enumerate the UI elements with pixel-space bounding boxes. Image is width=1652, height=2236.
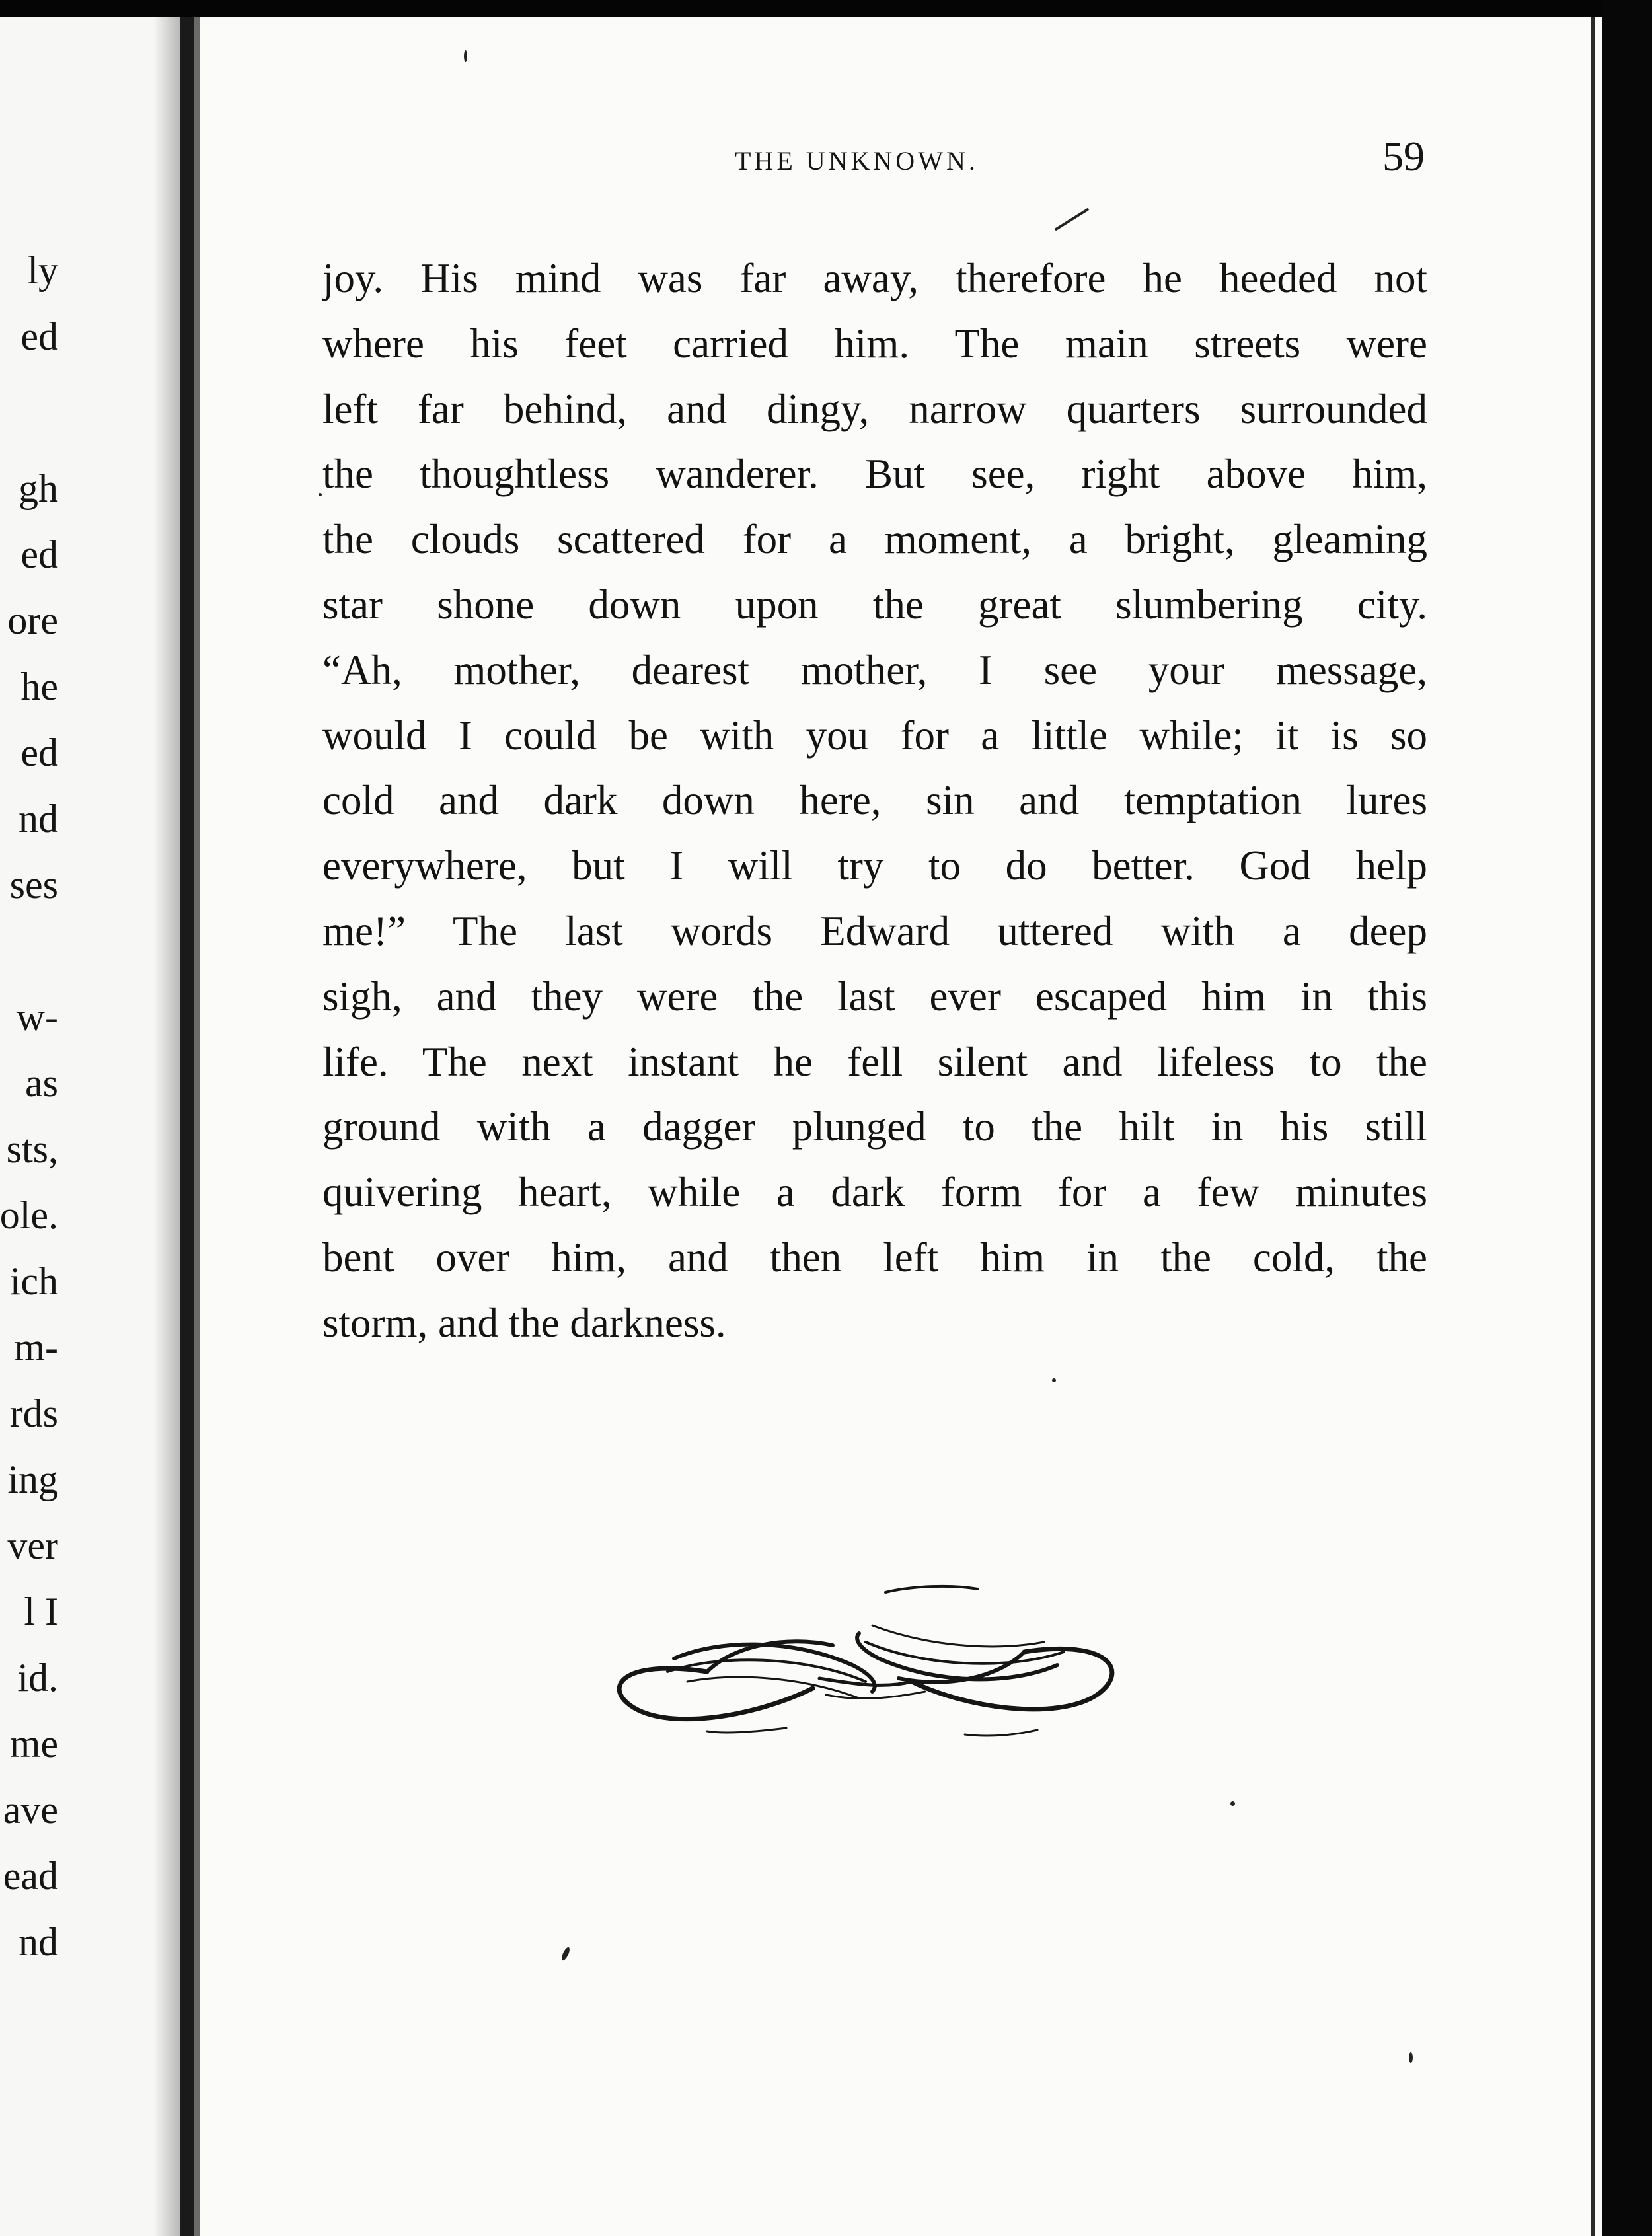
page-curl-shadow bbox=[153, 17, 180, 2236]
left-page-fragment: he bbox=[20, 665, 58, 708]
left-page-fragment: me bbox=[9, 1722, 58, 1766]
left-page-fragment: ed bbox=[20, 533, 58, 576]
text-line: cold and dark down here, sin and temptation lures bbox=[322, 777, 1427, 824]
left-page-fragment: ing bbox=[7, 1458, 58, 1501]
text-line: quivering heart, while a dark form for a few minutes bbox=[322, 1169, 1427, 1216]
running-head: THE UNKNOWN. bbox=[735, 146, 979, 176]
pencil-mark bbox=[1054, 207, 1089, 231]
text-line: life. The next instant he fell silent and lifeless to the bbox=[322, 1038, 1427, 1085]
left-page-fragment: ed bbox=[20, 731, 58, 774]
left-page-fragment: l I bbox=[24, 1590, 58, 1633]
left-page-fragment: as bbox=[25, 1061, 58, 1105]
scan-border-right bbox=[1602, 0, 1652, 2236]
text-line: storm, and the darkness. bbox=[322, 1299, 726, 1346]
left-page-fragment: m- bbox=[14, 1325, 58, 1369]
scan-speck bbox=[1409, 2052, 1413, 2063]
left-page-fragment: gh bbox=[19, 466, 58, 510]
left-page-fragment: rds bbox=[9, 1392, 58, 1435]
left-page-fragment: ave bbox=[3, 1788, 58, 1832]
text-line: star shone down upon the great slumbering city. bbox=[322, 581, 1427, 628]
scan-speck bbox=[464, 50, 467, 62]
flourish-ornament bbox=[595, 1573, 1137, 1744]
left-page-fragment: ed bbox=[20, 315, 58, 358]
left-page-fragment: ich bbox=[9, 1259, 58, 1303]
scan-border-top bbox=[0, 0, 1652, 17]
text-line: “Ah, mother, dearest mother, I see your message, bbox=[322, 646, 1427, 693]
left-page-fragment: ole. bbox=[0, 1193, 58, 1237]
text-line: the clouds scattered for a moment, a bright, gleaming bbox=[322, 516, 1427, 563]
left-page-fragment: ead bbox=[3, 1854, 58, 1898]
text-line: me!” The last words Edward uttered with a deep bbox=[322, 907, 1427, 954]
text-line: left far behind, and dingy, narrow quarters surrounded bbox=[322, 385, 1427, 432]
left-page-fragment: w- bbox=[16, 995, 58, 1039]
left-page-fragment: ver bbox=[7, 1524, 58, 1567]
scan-speck bbox=[560, 1946, 572, 1961]
left-page-fragment: ly bbox=[27, 248, 58, 292]
scan-speck bbox=[1052, 1378, 1056, 1382]
book-gutter bbox=[180, 17, 194, 2236]
text-line: the thoughtless wanderer. But see, right above him, bbox=[322, 451, 1427, 498]
body-text bbox=[322, 246, 1427, 1356]
left-page-fragment: id. bbox=[17, 1656, 58, 1699]
text-line: sigh, and they were the last ever escaped him in this bbox=[322, 973, 1427, 1020]
scan-speck bbox=[319, 493, 322, 496]
text-line: ground with a dagger plunged to the hilt in his still bbox=[322, 1103, 1427, 1150]
text-line: bent over him, and then left him in the cold, the bbox=[322, 1234, 1427, 1281]
text-line: everywhere, but I will try to do better. God help bbox=[322, 842, 1427, 889]
left-page-fragment: sts, bbox=[6, 1127, 58, 1171]
text-line: would I could be with you for a little while; it is so bbox=[322, 712, 1427, 759]
left-page-fragment: ses bbox=[9, 863, 58, 907]
left-page-fragment: ore bbox=[7, 599, 58, 642]
left-page-fragment: nd bbox=[19, 1920, 58, 1964]
page-number: 59 bbox=[1382, 133, 1425, 180]
text-line: where his feet carried him. The main streets were bbox=[322, 320, 1427, 367]
left-page-fragment: nd bbox=[19, 797, 58, 840]
book-gutter-edge bbox=[194, 17, 200, 2236]
page-edge-line bbox=[1591, 17, 1595, 2236]
scan-speck bbox=[1230, 1801, 1235, 1806]
text-line: joy. His mind was far away, therefore he heeded not bbox=[322, 255, 1427, 301]
